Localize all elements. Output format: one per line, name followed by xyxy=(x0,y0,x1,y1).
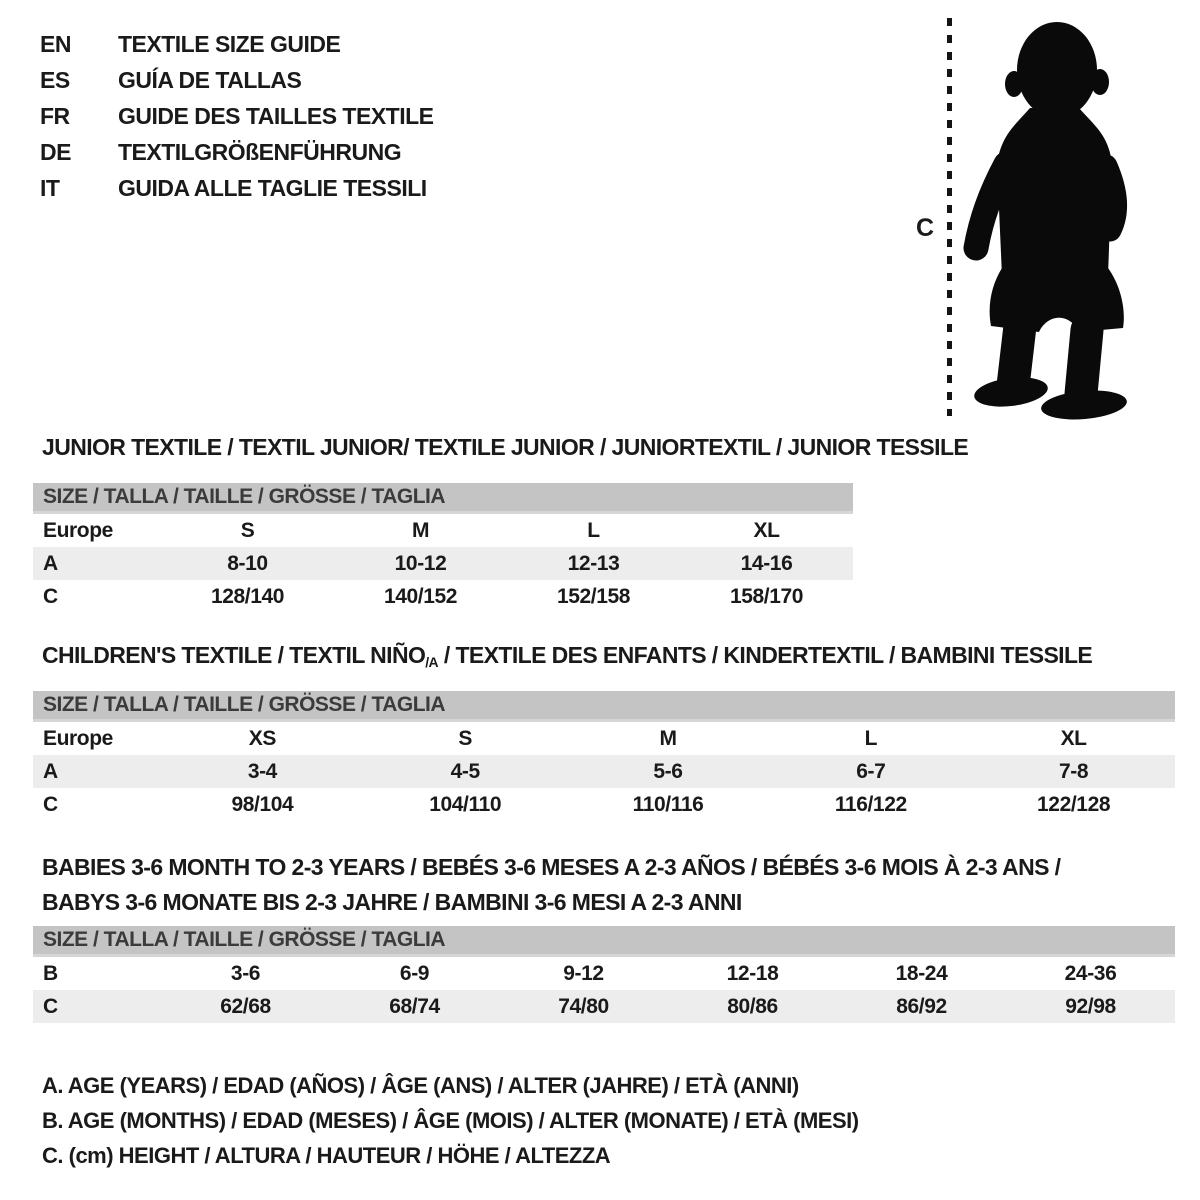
size-header-band: SIZE / TALLA / TAILLE / GRÖSSE / TAGLIA xyxy=(33,691,1175,722)
table-cell: S xyxy=(240,518,255,542)
silhouette-arm-right xyxy=(1106,166,1116,230)
table-row-age-months xyxy=(33,957,1175,990)
guide-title-de: TEXTILGRÖßENFÜHRUNG xyxy=(118,138,402,165)
table-cell: 12-18 xyxy=(726,961,779,985)
junior-size-table xyxy=(33,483,853,613)
silhouette-foot-right xyxy=(1040,387,1128,422)
table-row-europe xyxy=(33,722,1175,755)
silhouette-head xyxy=(1017,22,1097,118)
table-cell: 104/110 xyxy=(429,792,502,816)
table-cell: 4-5 xyxy=(450,759,480,783)
table-cell: 140/152 xyxy=(383,584,458,608)
table-cell: 7-8 xyxy=(1059,759,1089,783)
table-row-age xyxy=(33,547,853,580)
table-cell: 12-13 xyxy=(567,551,620,575)
table-cell: M xyxy=(659,726,677,750)
height-measure-label: C xyxy=(916,214,935,242)
language-code: FR xyxy=(40,102,70,129)
junior-section-heading: JUNIOR TEXTILE / TEXTIL JUNIOR/ TEXTILE JUNIOR / JUNIORTEXTIL / JUNIOR TESSILE xyxy=(42,434,969,460)
silhouette-leg-left xyxy=(1013,326,1020,386)
table-cell: 92/98 xyxy=(1065,994,1116,1018)
language-row-en xyxy=(40,26,434,62)
table-cell: 86/92 xyxy=(896,994,947,1018)
legend-line-a: A. AGE (YEARS) / EDAD (AÑOS) / ÂGE (ANS) / ALTER (JAHRE) / ETÀ (ANNI) xyxy=(42,1073,799,1098)
height-measure-dashed-line xyxy=(947,18,952,416)
table-row-europe xyxy=(33,514,853,547)
table-cell: 3-6 xyxy=(230,961,261,985)
legend-line-c: C. (cm) HEIGHT / ALTURA / HAUTEUR / HÖHE / ALTEZZA xyxy=(42,1143,611,1168)
babies-section-heading xyxy=(42,850,1060,920)
table-cell: 98/104 xyxy=(231,792,294,816)
table-cell: M xyxy=(411,518,430,542)
table-row-age xyxy=(33,755,1175,788)
children-heading-subscript: /A xyxy=(425,654,439,670)
silhouette-leg-right xyxy=(1081,330,1087,394)
legend-line-b: B. AGE (MONTHS) / EDAD (MESES) / ÂGE (MOIS) / ALTER (MONATE) / ETÀ (MESI) xyxy=(42,1108,859,1133)
table-cell: L xyxy=(864,726,877,750)
language-row-de xyxy=(40,134,434,170)
table-cell: XS xyxy=(248,726,276,750)
table-cell: 24-36 xyxy=(1064,961,1117,985)
table-cell: 5-6 xyxy=(653,759,683,783)
babies-size-table xyxy=(33,926,1175,1023)
row-label: Europe xyxy=(43,518,113,542)
table-cell: 9-12 xyxy=(563,961,604,985)
table-cell: 128/140 xyxy=(210,584,285,608)
row-label: C xyxy=(43,584,58,608)
table-cell: XL xyxy=(753,518,780,542)
language-code: ES xyxy=(40,66,70,93)
table-cell: 158/170 xyxy=(729,584,804,608)
table-cell: 68/74 xyxy=(389,994,440,1018)
language-row-es xyxy=(40,62,434,98)
row-label: C xyxy=(43,792,58,816)
table-cell: 3-4 xyxy=(247,759,277,783)
row-label: A xyxy=(43,551,58,575)
guide-title-en: TEXTILE SIZE GUIDE xyxy=(118,30,341,57)
children-heading-text: CHILDREN'S TEXTILE / TEXTIL NIÑO xyxy=(42,642,426,668)
row-label: B xyxy=(43,961,58,985)
silhouette-ear-left xyxy=(1005,71,1023,97)
table-cell: 8-10 xyxy=(227,551,268,575)
table-cell: 62/68 xyxy=(220,994,271,1018)
babies-heading-line1: BABIES 3-6 MONTH TO 2-3 YEARS / BEBÉS 3-6 MESES A 2-3 AÑOS / BÉBÉS 3-6 MOIS À 2-3 ANS / xyxy=(42,854,1061,880)
babies-heading-line2: BABYS 3-6 MONATE BIS 2-3 JAHRE / BAMBINI 3-6 MESI A 2-3 ANNI xyxy=(42,889,742,915)
table-cell: 152/158 xyxy=(556,584,631,608)
size-header-band: SIZE / TALLA / TAILLE / GRÖSSE / TAGLIA xyxy=(33,483,853,514)
language-title-list xyxy=(40,26,434,206)
children-heading-text: / TEXTILE DES ENFANTS / KINDERTEXTIL / BAMBINI TESSILE xyxy=(438,642,1093,668)
children-section-heading xyxy=(42,642,1092,670)
row-label: A xyxy=(43,759,58,783)
language-code: EN xyxy=(40,30,71,57)
table-cell: 10-12 xyxy=(394,551,447,575)
table-cell: 18-24 xyxy=(895,961,948,985)
toddler-silhouette-image xyxy=(960,14,1144,422)
table-cell: S xyxy=(458,726,472,750)
table-cell: 6-7 xyxy=(856,759,886,783)
table-row-height xyxy=(33,580,853,613)
language-row-fr xyxy=(40,98,434,134)
silhouette-torso xyxy=(997,108,1112,276)
measurement-legend xyxy=(42,1068,859,1173)
guide-title-es: GUÍA DE TALLAS xyxy=(118,66,302,93)
table-cell: 110/116 xyxy=(632,792,704,816)
language-row-it xyxy=(40,170,434,206)
guide-title-fr: GUIDE DES TAILLES TEXTILE xyxy=(118,102,434,129)
size-header-band: SIZE / TALLA / TAILLE / GRÖSSE / TAGLIA xyxy=(33,926,1175,957)
table-cell: 6-9 xyxy=(399,961,430,985)
row-label: C xyxy=(43,994,58,1018)
language-code: DE xyxy=(40,138,71,165)
table-cell: XL xyxy=(1060,726,1087,750)
language-code: IT xyxy=(40,174,60,201)
table-cell: 116/122 xyxy=(834,792,907,816)
table-cell: 14-16 xyxy=(740,551,793,575)
silhouette-foot-left xyxy=(973,374,1050,411)
children-size-table xyxy=(33,691,1175,821)
table-cell: 122/128 xyxy=(1037,792,1111,816)
guide-title-it: GUIDA ALLE TAGLIE TESSILI xyxy=(118,174,427,201)
table-row-height xyxy=(33,990,1175,1023)
table-row-height xyxy=(33,788,1175,821)
silhouette-ear-right xyxy=(1091,69,1109,95)
table-cell: 74/80 xyxy=(558,994,609,1018)
table-cell: L xyxy=(587,518,600,542)
table-cell: 80/86 xyxy=(727,994,778,1018)
row-label: Europe xyxy=(43,726,113,750)
